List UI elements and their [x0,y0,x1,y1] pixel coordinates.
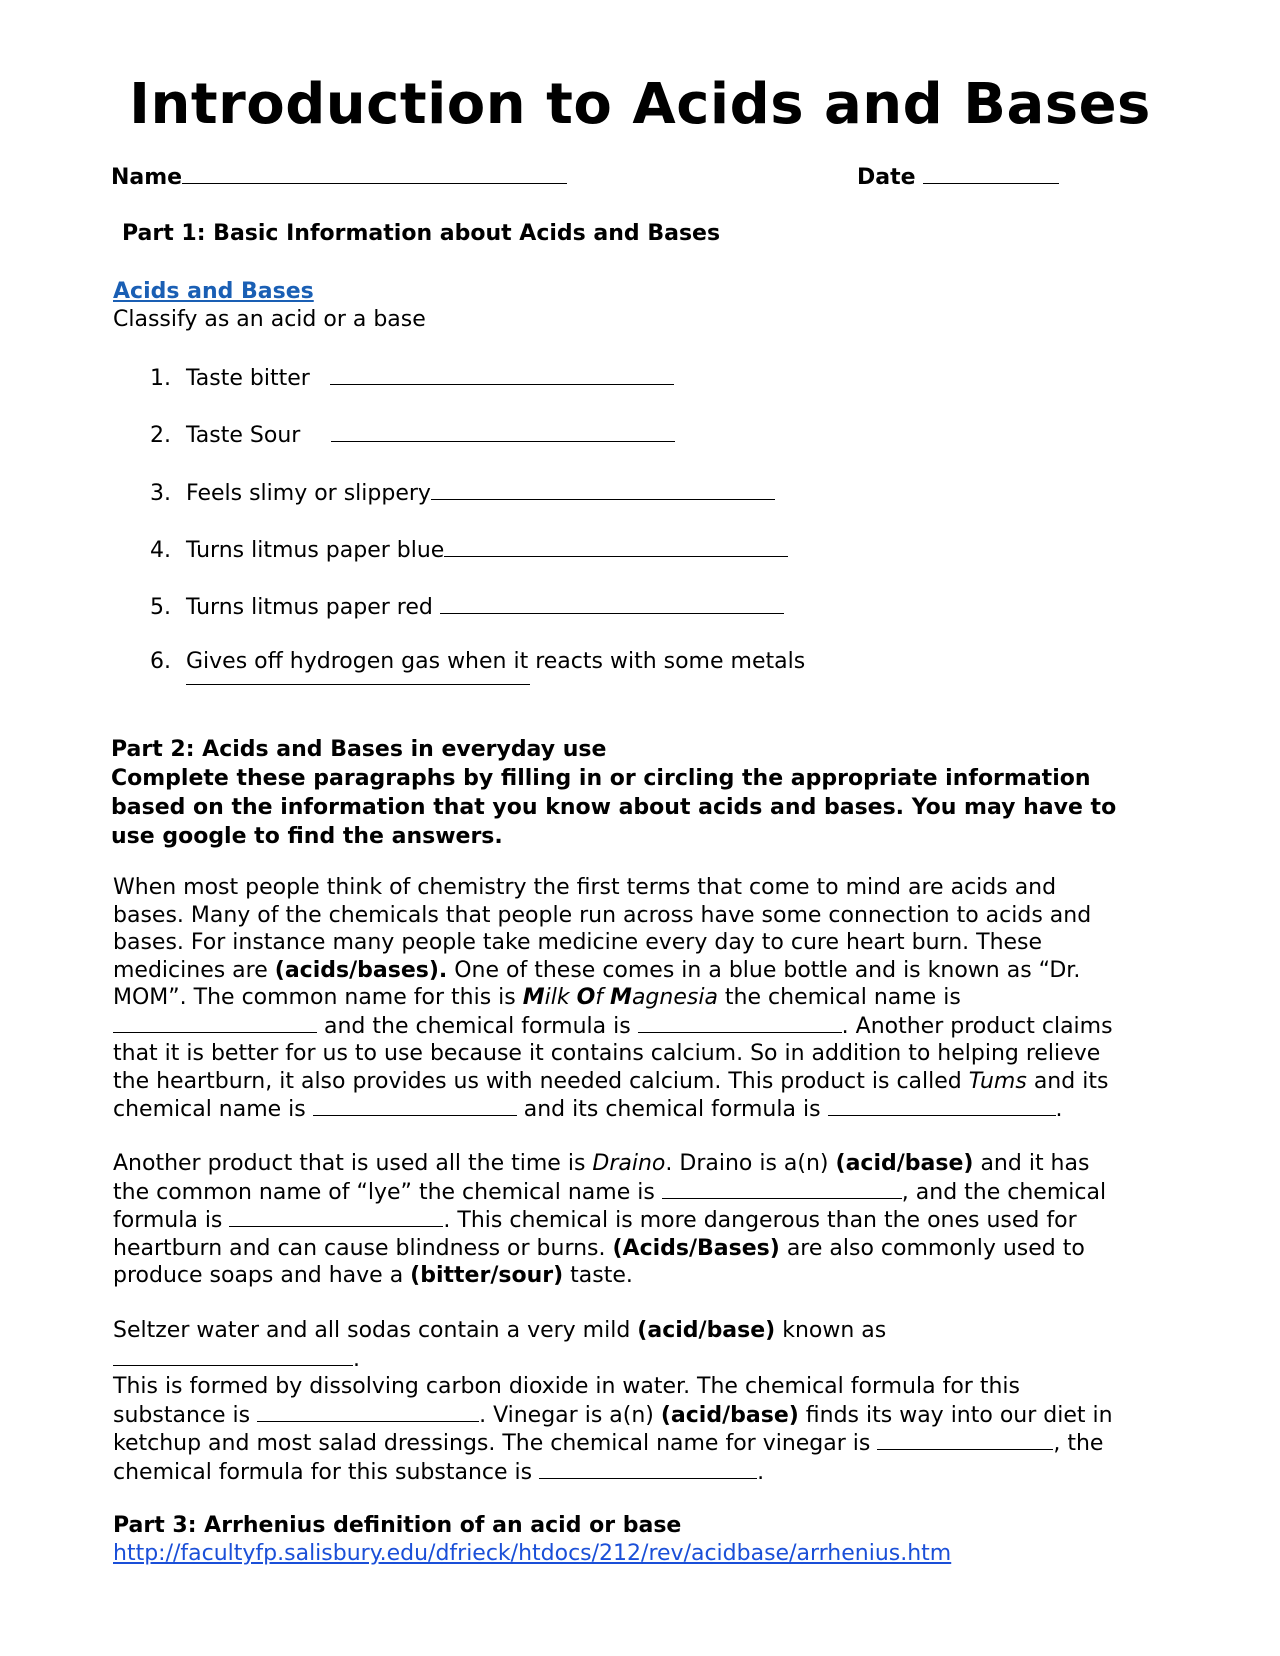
choice-acid-base[interactable]: (acid/base) [660,1402,799,1428]
text-run: ilk [544,985,577,1010]
paragraph-line: This is formed by dissolving carbon dioxide in water. The chemical formula for this [113,1374,1020,1399]
text-run: . [353,1346,360,1372]
question-number: 1. [150,366,171,391]
question-text: Turns litmus paper blue [186,538,445,563]
text-run: medicines are [113,957,275,983]
answer-blank[interactable] [186,684,530,685]
text-run: the heartburn, it also provides us with needed calcium. This product is called [113,1068,969,1094]
text-run: agnesia [631,985,718,1010]
part2-instruction-line: based on the information that you know about acids and bases. You may have to [111,795,1117,820]
paragraph-line [113,1095,1178,1124]
paragraph-line: bases. For instance many people take medicine every day to cure heart burn. These [113,930,1043,955]
name-field[interactable] [111,163,567,192]
fill-blank[interactable] [257,1401,479,1422]
part2-instruction-line: Complete these paragraphs by filling in or circling the appropriate information [111,766,1091,791]
date-blank[interactable] [923,163,1059,184]
text-run: One of these comes in a blue bottle and is known as “Dr. [447,957,1081,983]
question-number: 6. [150,649,171,674]
text-run: Tums [968,1068,1027,1094]
text-run: Another product that is used all the time is [113,1151,593,1176]
question-number: 3. [150,481,171,506]
acids-bases-link[interactable]: Acids and Bases [113,279,314,304]
choice-acids-bases[interactable]: (Acids/Bases) [612,1235,780,1261]
text-run: . [757,1459,765,1485]
paragraph-draino [113,1150,1178,1290]
question-text: Turns litmus paper red [186,595,433,620]
fill-blank[interactable] [877,1429,1053,1450]
text-run: finds its way into our diet in [798,1402,1113,1428]
paragraph-line [113,1317,1178,1345]
paragraph-line [113,1458,1178,1487]
paragraph-seltzer [113,1317,1178,1486]
fill-blank[interactable] [638,1012,842,1033]
fill-blank[interactable] [828,1095,1056,1116]
paragraph-line [113,1206,1178,1235]
text-run: MOM”. The common name for this is [113,985,523,1010]
name-label: Name [111,165,183,190]
paragraph-line [113,1345,1178,1374]
part2-heading: Part 2: Acids and Bases in everyday use [111,737,607,762]
text-run: and its chemical formula is [516,1097,828,1122]
paragraph-line [113,984,1178,1012]
answer-blank[interactable] [331,419,675,442]
paragraph-antacids [113,874,1178,1124]
fill-blank[interactable] [229,1206,443,1227]
text-run: . Vinegar is a(n) [479,1402,661,1428]
text-run: produce soaps and have a [113,1263,411,1288]
question-number: 4. [150,538,171,563]
fill-blank[interactable] [113,1012,317,1033]
paragraph-line [113,1262,1178,1290]
text-run: f [595,985,611,1010]
text-run: chemical formula for this substance is [113,1459,540,1485]
paragraph-line: that it is better for us to use because it contains calcium. So in addition to helping relieve [113,1041,1101,1066]
text-run: . This chemical is more dangerous than the ones used for [443,1208,1077,1233]
text-run: Draino [592,1151,666,1176]
fill-blank[interactable] [662,1178,902,1199]
text-run: known as [775,1318,887,1343]
question-text: Taste bitter [186,366,310,391]
date-field[interactable] [857,163,1059,192]
text-run: Seltzer water and all sodas contain a very mild [113,1318,638,1343]
part2-instruction-line: use google to find the answers. [111,824,503,849]
text-run: and its [1026,1068,1109,1094]
question-number: 2. [150,423,171,448]
choice-acids-bases[interactable]: (acids/bases). [274,957,448,983]
fill-blank[interactable] [539,1458,757,1479]
question-text: Feels slimy or slippery [186,481,431,506]
text-run: substance is [113,1402,258,1428]
date-label: Date [857,165,916,190]
question-number: 5. [150,595,171,620]
question-item [150,419,675,450]
text-run: formula is [113,1208,230,1233]
text-run: heartburn and can cause blindness or burns. [113,1235,613,1261]
paragraph-line: When most people think of chemistry the first terms that come to mind are acids and [113,875,1057,900]
question-item [150,591,784,622]
question-text: Taste Sour [186,423,301,448]
text-run: , the [1053,1431,1104,1456]
part3-heading: Part 3: Arrhenius definition of an acid or base [113,1513,682,1538]
paragraph-line [113,1068,1178,1096]
classify-instruction: Classify as an acid or a base [113,307,426,332]
text-run: . Draino is a(n) [665,1151,836,1176]
question-text: Gives off hydrogen gas when it reacts with some metals [186,649,806,674]
question-item [150,477,775,508]
choice-acid-base[interactable]: (acid/base) [637,1318,776,1343]
paragraph-line [113,1429,1178,1458]
paragraph-line [113,1178,1178,1207]
text-run: are also commonly used to [779,1235,1085,1261]
paragraph-line [113,1235,1178,1263]
choice-bitter-sour[interactable]: (bitter/sour) [410,1263,564,1288]
text-run: O [576,985,596,1010]
answer-blank[interactable] [330,362,674,385]
text-run: M [522,985,545,1010]
paragraph-line [113,1150,1178,1178]
paragraph-line: bases. Many of the chemicals that people run across have some connection to acids and [113,902,1092,928]
fill-blank[interactable] [313,1095,517,1116]
text-run: , and the chemical [901,1179,1107,1205]
text-run: taste. [563,1263,633,1288]
text-run: the common name of “lye” the chemical name is [113,1179,662,1205]
text-run: and it has [973,1151,1090,1176]
text-run: M [610,985,632,1010]
part2-header [111,735,1181,851]
question-item [150,534,788,565]
part1-heading: Part 1: Basic Information about Acids and Bases [122,221,721,246]
choice-acid-base[interactable]: (acid/base) [835,1151,974,1176]
name-blank[interactable] [182,163,567,184]
answer-blank[interactable] [431,477,775,500]
text-run: . Another product claims [841,1013,1113,1039]
paragraph-line [113,957,1178,985]
answer-blank[interactable] [444,534,788,557]
answer-blank[interactable] [440,591,784,614]
paragraph-line [113,1012,1178,1041]
question-item [150,648,805,676]
question-item [150,362,674,393]
text-run: and the chemical formula is [317,1013,638,1039]
paragraph-line [113,1401,1178,1430]
arrhenius-link[interactable]: http://facultyfp.salisbury.edu/dfrieck/htdocs/212/rev/acidbase/arrhenius.htm [113,1541,952,1566]
fill-blank[interactable] [113,1345,353,1366]
text-run: the chemical name is [717,985,961,1010]
text-run: ketchup and most salad dressings. The chemical name for vinegar is [113,1431,878,1456]
text-run: chemical name is [113,1097,313,1122]
page-title: Introduction to Acids and Bases [129,72,1151,137]
text-run: . [1055,1097,1063,1122]
